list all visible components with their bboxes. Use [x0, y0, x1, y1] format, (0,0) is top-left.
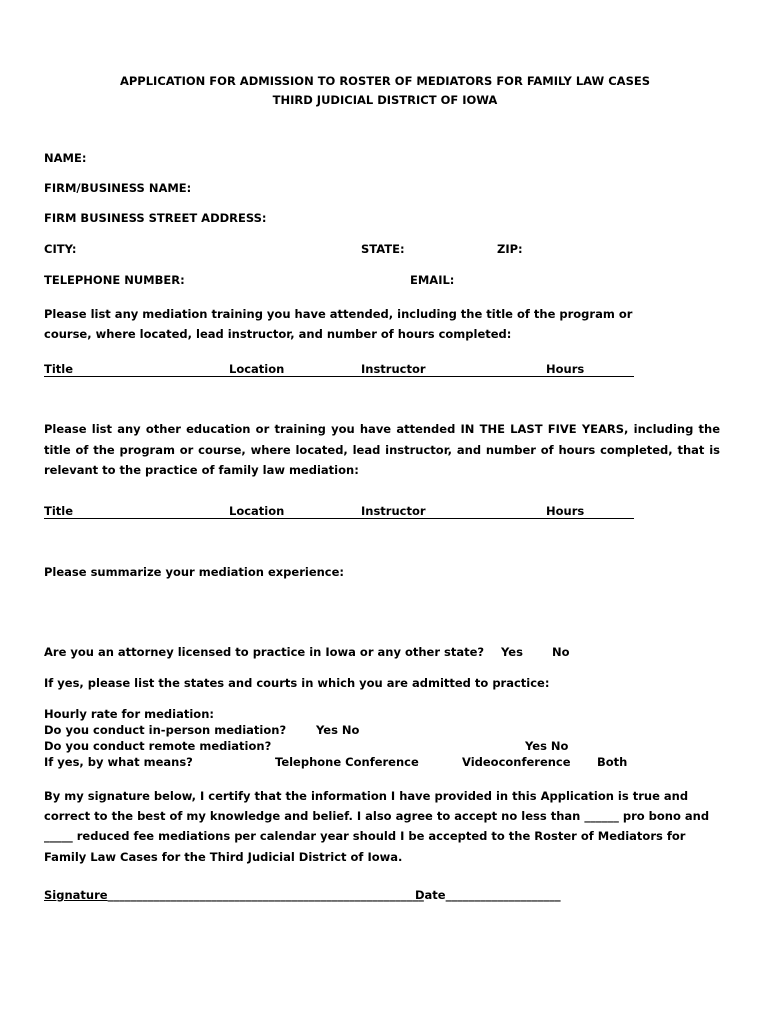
firm-label: FIRM/BUSINESS NAME: — [44, 181, 192, 195]
form-title: APPLICATION FOR ADMISSION TO ROSTER OF MEDIATORS FOR FAMILY LAW CASES — [119, 74, 651, 88]
date-label: Date — [415, 888, 446, 902]
training-col-instructor: Instructor — [361, 362, 426, 376]
address-label: FIRM BUSINESS STREET ADDRESS: — [44, 211, 267, 225]
means-question: If yes, by what means? — [44, 755, 193, 769]
certification-line3: _____ reduced fee mediations per calendar year should I be accepted to the Roster of Mediators for — [44, 829, 686, 843]
telephone-label: TELEPHONE NUMBER: — [44, 273, 185, 287]
in-person-question: Do you conduct in-person mediation? — [44, 723, 287, 737]
training-prompt-line1: Please list any mediation training you have attended, including the title of the program or — [44, 307, 633, 321]
email-label: EMAIL: — [410, 273, 455, 287]
training-col-hours: Hours — [546, 362, 585, 376]
city-label: CITY: — [44, 242, 77, 256]
means-both-option[interactable]: Both — [597, 755, 628, 769]
education-col-hours: Hours — [546, 504, 585, 518]
education-col-location: Location — [229, 504, 285, 518]
signature-row — [44, 888, 424, 902]
means-telephone-option[interactable]: Telephone Conference — [275, 755, 419, 769]
name-label: NAME: — [44, 151, 87, 165]
certification-line2: correct to the best of my knowledge and belief. I also agree to accept no less than ______ pro bono and — [44, 809, 710, 823]
state-label: STATE: — [361, 242, 405, 256]
attorney-yes-option[interactable]: Yes — [501, 645, 523, 659]
education-col-title: Title — [44, 504, 74, 518]
zip-label: ZIP: — [497, 242, 523, 256]
education-prompt: Please list any other education or training you have attended IN THE LAST FIVE YEARS, including the title of the program or course, where located, lead instructor, and number of hours completed, that is relevant to the practice of family law mediation: — [44, 422, 720, 477]
remote-options[interactable]: Yes No — [525, 739, 569, 753]
admitted-courts-prompt: If yes, please list the states and courts in which you are admitted to practice: — [44, 676, 550, 690]
remote-question: Do you conduct remote mediation? — [44, 739, 272, 753]
certification-line1: By my signature below, I certify that the information I have provided in this Application is true and — [44, 789, 689, 803]
attorney-question: Are you an attorney licensed to practice in Iowa or any other state? — [44, 645, 485, 659]
training-col-location: Location — [229, 362, 285, 376]
education-header-rule — [44, 518, 634, 519]
training-header-rule — [44, 376, 634, 377]
education-col-instructor: Instructor — [361, 504, 426, 518]
signature-line[interactable]: _______________________________________________________ — [107, 888, 424, 902]
date-row — [415, 888, 561, 902]
certification-line4: Family Law Cases for the Third Judicial District of Iowa. — [44, 850, 403, 864]
signature-label: Signature — [44, 888, 108, 902]
training-prompt-line2: course, where located, lead instructor, and number of hours completed: — [44, 327, 512, 341]
means-video-option[interactable]: Videoconference — [462, 755, 571, 769]
form-subtitle: THIRD JUDICIAL DISTRICT OF IOWA — [272, 93, 498, 107]
date-line[interactable]: ____________________ — [445, 888, 561, 902]
hourly-rate-label: Hourly rate for mediation: — [44, 707, 214, 721]
in-person-options[interactable]: Yes No — [316, 723, 360, 737]
attorney-no-option[interactable]: No — [552, 645, 570, 659]
training-col-title: Title — [44, 362, 74, 376]
experience-prompt: Please summarize your mediation experience: — [44, 565, 345, 579]
